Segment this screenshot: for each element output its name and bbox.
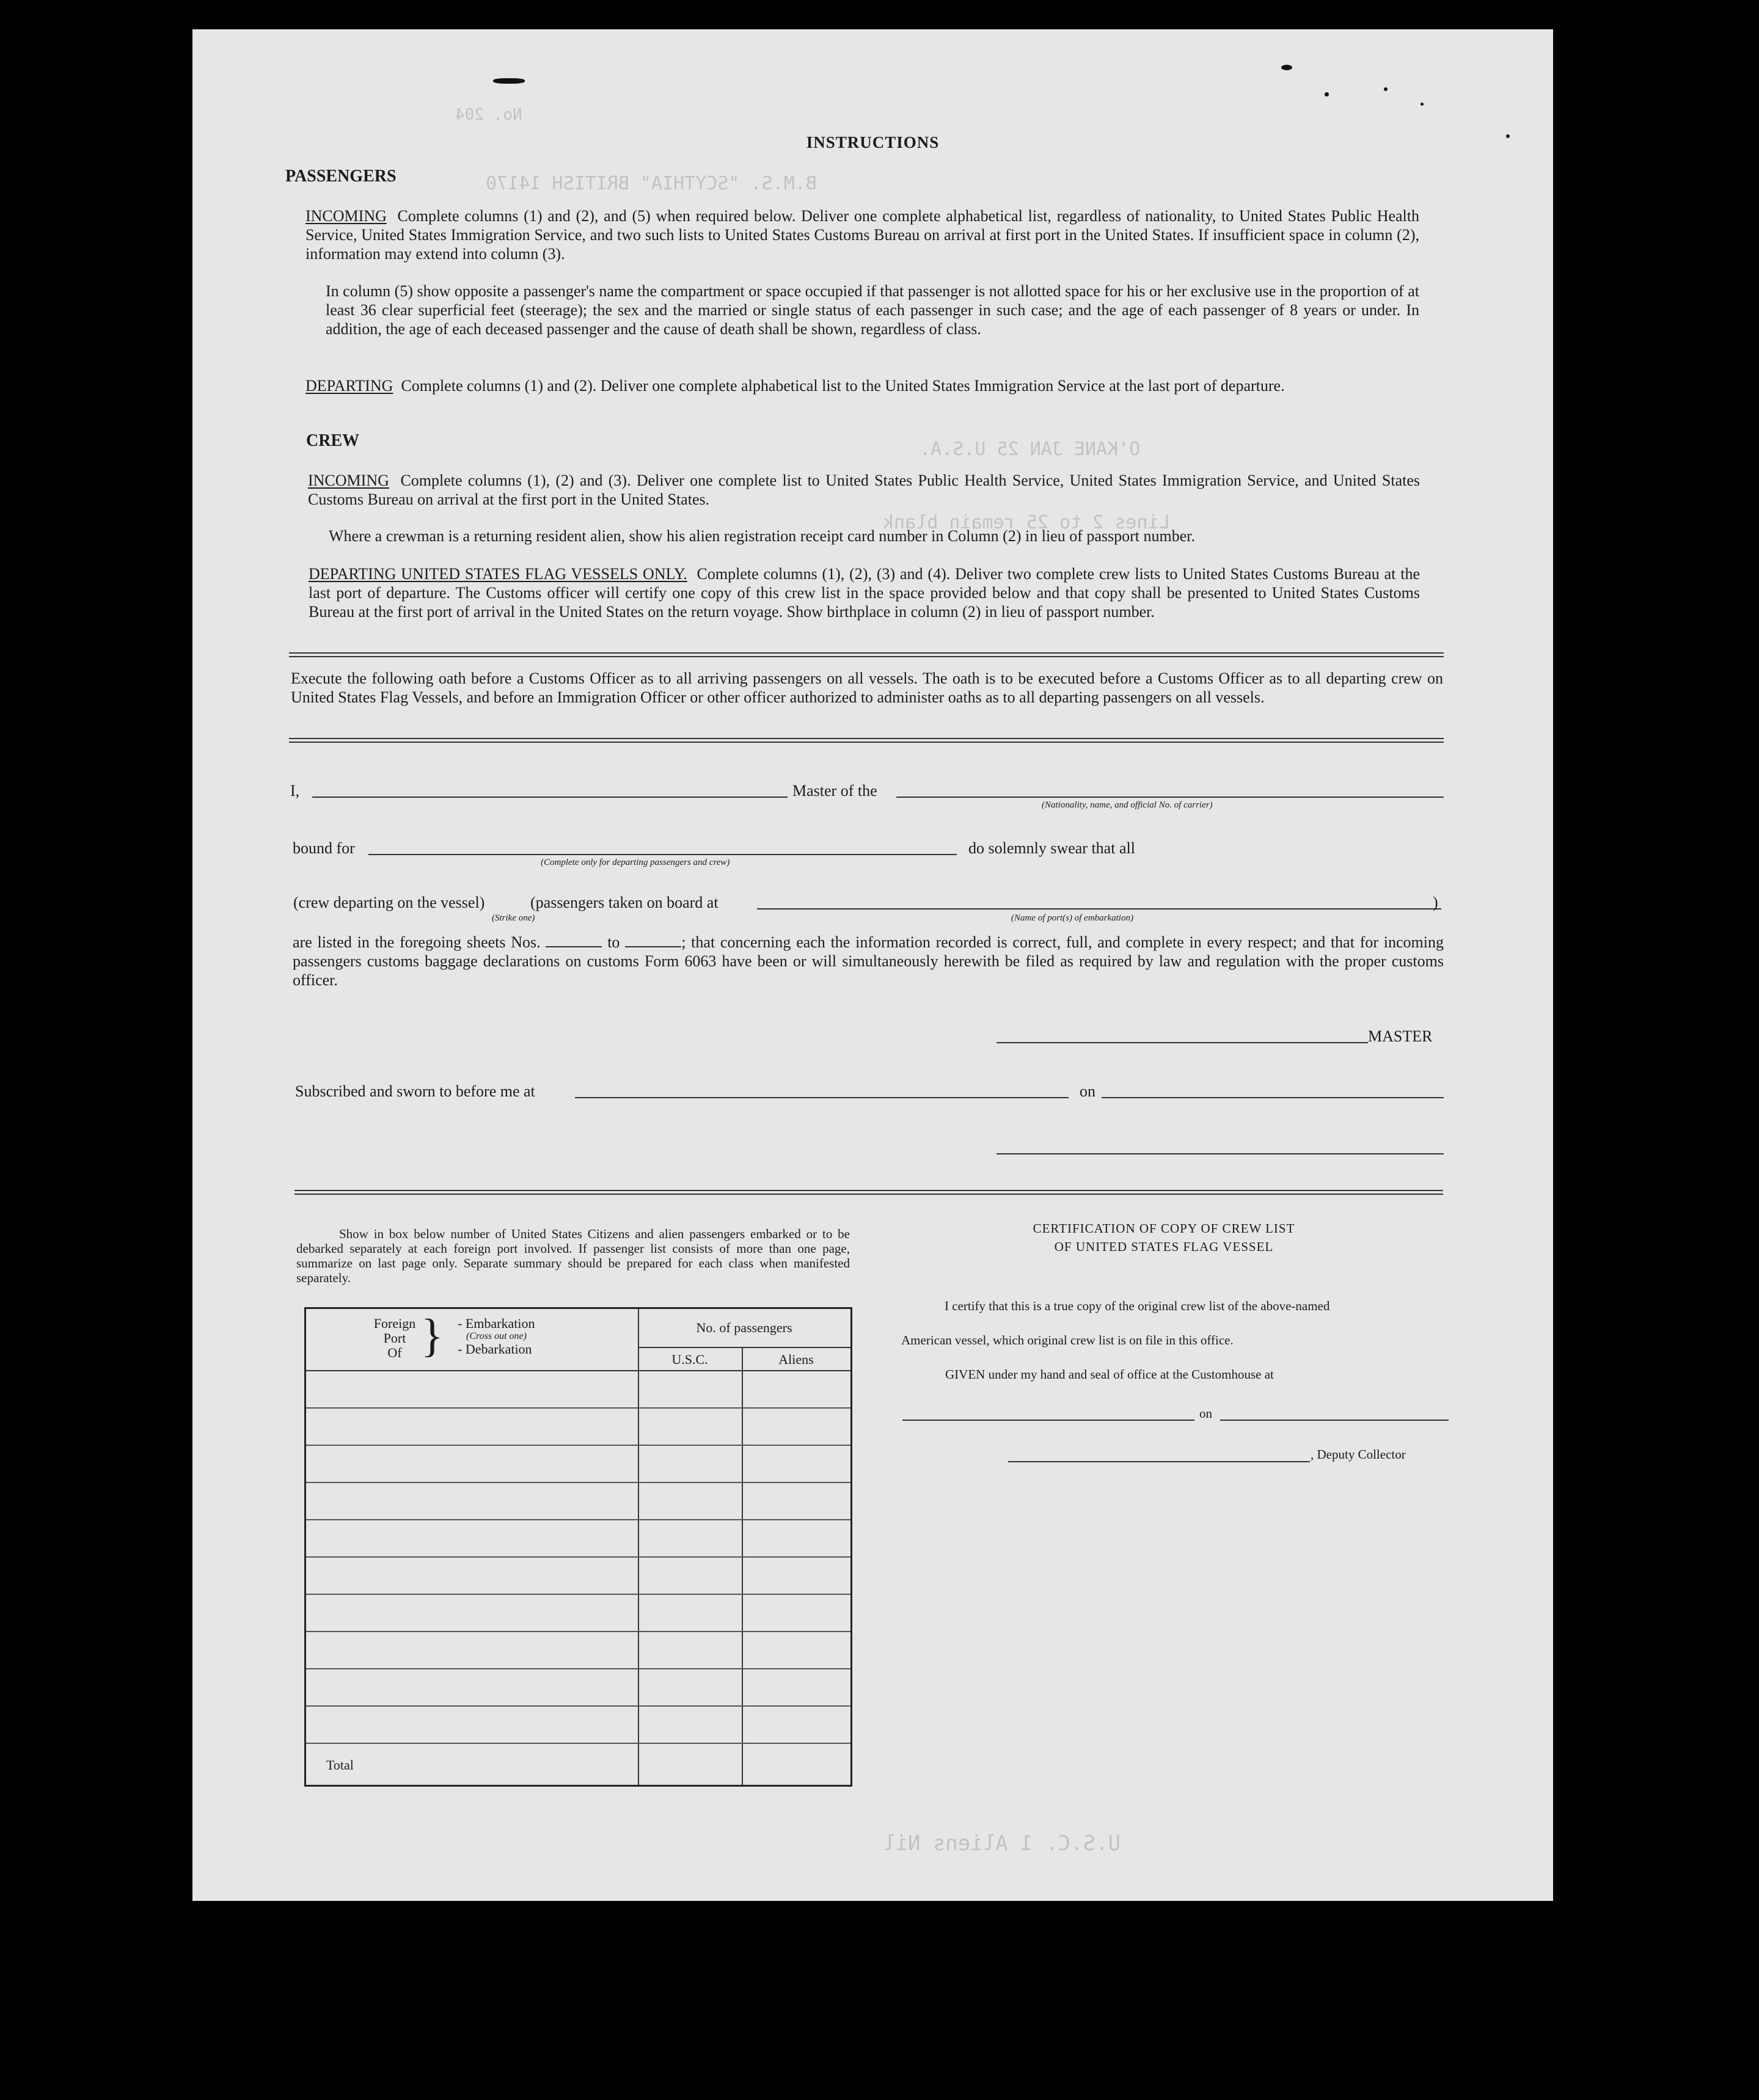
sheets-paragraph bbox=[293, 933, 1444, 990]
strike-caption: (Strike one) bbox=[492, 913, 535, 923]
column-divider bbox=[742, 1347, 743, 1785]
table-row bbox=[306, 1668, 850, 1669]
divider bbox=[289, 652, 1444, 657]
bleed-through-text: O'KANE JAN 25 U.S.A. bbox=[920, 439, 1141, 460]
divider bbox=[289, 738, 1444, 743]
listed-to: to bbox=[607, 933, 620, 951]
passengers-heading: PASSENGERS bbox=[285, 167, 397, 186]
passengers-incoming-text: Complete columns (1) and (2), and (5) when required below. Deliver one complete alphabetical list, regardless of nationality, to United States Public Health Service, United States Immigration Service, and two such lists to United States Customs Bureau on arrival at first port in the United States. If insufficient space in column (2), information may extend into column (3). bbox=[305, 207, 1419, 263]
table-row bbox=[306, 1445, 850, 1446]
passenger-summary-table bbox=[304, 1307, 852, 1787]
carrier-line[interactable] bbox=[896, 797, 1444, 798]
crew-departing-text: Complete columns (1), (2), (3) and (4). Deliver two complete crew lists to United States Customs Bureau at the last port of departure. The Customs officer will certify one copy of this crew list in the space provided below and that copy shall be presented to United States Customs Bureau at the first port of arrival in the United States on the return voyage. Show birthplace in column (2) in lieu of passport number. bbox=[309, 565, 1420, 621]
certification-date-line[interactable] bbox=[1220, 1420, 1449, 1421]
master-name-line[interactable] bbox=[312, 797, 788, 798]
subscribed-label: Subscribed and sworn to before me at bbox=[295, 1082, 535, 1100]
crew-incoming-text: Complete columns (1), (2) and (3). Deliver one complete list to United States Public Health Service, United States Immigration Service, and United States Customs Bureau on arrival at the first port in the United States. bbox=[308, 472, 1421, 508]
subscribed-on-label: on bbox=[1080, 1082, 1095, 1100]
master-of-label: Master of the bbox=[792, 782, 877, 800]
debarkation-option: - Debarkation bbox=[458, 1341, 532, 1357]
ink-mark bbox=[1325, 92, 1329, 97]
no-passengers-header: No. of passengers bbox=[696, 1320, 792, 1335]
port-header-line: Port bbox=[383, 1330, 406, 1346]
column-divider bbox=[638, 1309, 639, 1785]
crew-departing-paragraph bbox=[309, 564, 1420, 621]
passengers-incoming-label: INCOMING bbox=[305, 207, 387, 225]
bound-for-caption: (Complete only for departing passengers and crew) bbox=[541, 858, 730, 867]
bleed-through-text: B.M.S. "SCYTHIA" BRITISH 14170 bbox=[486, 173, 817, 194]
oath-instructions: Execute the following oath before a Customs Officer as to all arriving passengers on all vessels. The oath is to be executed before a Customs Officer as to all departing crew on United States Flag Vessels, and before an Immigration Officer or other officer authorized to administer oaths as to all departing passengers on all vessels. bbox=[291, 669, 1443, 706]
oath-i-label: I, bbox=[290, 782, 300, 800]
certify-line-2: American vessel, which original crew list is on file in this office. bbox=[901, 1333, 1234, 1347]
ink-mark bbox=[1421, 103, 1424, 106]
bleed-through-text: U.S.C. 1 Aliens Nil bbox=[883, 1831, 1121, 1856]
table-row bbox=[306, 1631, 850, 1632]
customhouse-line[interactable] bbox=[902, 1420, 1194, 1421]
given-text: GIVEN under my hand and seal of office at the Customhouse at bbox=[945, 1367, 1274, 1382]
bound-for-label: bound for bbox=[293, 839, 355, 857]
header-divider bbox=[638, 1347, 850, 1348]
embarkation-option: - Embarkation bbox=[458, 1316, 535, 1331]
ink-mark bbox=[1384, 87, 1388, 91]
passengers-incoming-paragraph bbox=[305, 206, 1419, 263]
crew-heading: CREW bbox=[306, 431, 360, 450]
cross-out-note: (Cross out one) bbox=[466, 1331, 527, 1341]
master-label: MASTER bbox=[1368, 1027, 1433, 1045]
port-column-header bbox=[373, 1316, 416, 1360]
passengers-departing-text: Complete columns (1) and (2). Deliver one complete alphabetical list to the United States Immigration Service at the last port of departure. bbox=[401, 377, 1285, 395]
passengers-departing-label: DEPARTING bbox=[305, 377, 393, 395]
sheet-to-line[interactable] bbox=[625, 938, 681, 947]
table-row bbox=[306, 1594, 850, 1595]
crew-incoming-label: INCOMING bbox=[308, 472, 389, 489]
table-row bbox=[306, 1743, 850, 1744]
carrier-caption: (Nationality, name, and official No. of carrier) bbox=[1042, 800, 1213, 810]
listed-pre: are listed in the foregoing sheets Nos. bbox=[293, 933, 541, 951]
close-paren: ) bbox=[1433, 894, 1438, 911]
crew-incoming-paragraph bbox=[308, 471, 1420, 509]
summary-instructions: Show in box below number of United States Citizens and alien passengers embarked or to be debarked separately at each foreign port involved. If passenger list consists of more than one page, summarize on last page only. Separate summary should be prepared for each class when manifested separately. bbox=[296, 1227, 850, 1285]
bound-for-line[interactable] bbox=[368, 854, 957, 855]
swear-label: do solemnly swear that all bbox=[968, 839, 1135, 857]
crew-resident-paragraph: Where a crewman is a returning resident alien, show his alien registration receipt card number in Column (2) in lieu of passport number. bbox=[329, 527, 1196, 545]
brace-icon: } bbox=[421, 1310, 444, 1362]
bleed-through-text: No. 204 bbox=[455, 106, 522, 124]
ink-mark bbox=[1506, 134, 1510, 138]
table-row bbox=[306, 1556, 850, 1558]
usc-header: U.S.C. bbox=[671, 1352, 708, 1367]
table-row bbox=[306, 1519, 850, 1520]
passengers-strike-option: (passengers taken on board at bbox=[530, 894, 719, 911]
deputy-collector-label: , Deputy Collector bbox=[1311, 1447, 1406, 1462]
port-header-line: Foreign bbox=[373, 1316, 416, 1331]
form-page bbox=[192, 29, 1553, 1901]
ink-mark bbox=[493, 78, 525, 84]
page-title: INSTRUCTIONS bbox=[806, 133, 940, 151]
bleed-through-text: Lines 2 to 25 remain blank bbox=[883, 512, 1170, 533]
ink-mark bbox=[1281, 65, 1292, 70]
table-row bbox=[306, 1370, 850, 1371]
listed-post: ; that concerning each the information recorded is correct, full, and complete in every respect; and that for incoming passengers customs baggage declarations on customs Form 6063 have been or will simultaneously herewith be filed as required by law and regulation with the proper customs officer. bbox=[293, 933, 1444, 989]
certification-title-line: CERTIFICATION OF COPY OF CREW LIST bbox=[1033, 1221, 1295, 1236]
embark-debark-options bbox=[458, 1316, 535, 1357]
deputy-collector-line[interactable] bbox=[1008, 1461, 1310, 1462]
port-header-line: Of bbox=[387, 1345, 402, 1360]
officer-signature-line[interactable] bbox=[997, 1153, 1444, 1154]
embarkation-port-line[interactable] bbox=[757, 908, 1441, 910]
table-row bbox=[306, 1407, 850, 1409]
passengers-column5-paragraph: In column (5) show opposite a passenger's name the compartment or space occupied if that passenger is not allotted space for his or her exclusive use in the proportion of at least 36 clear superficial feet (steerage); the sex and the married or single status of each passenger in such case; and the age of each passenger of 8 years or under. In addition, the age of each deceased passenger and the cause of death shall be shown, regardless of class. bbox=[326, 282, 1419, 338]
divider bbox=[294, 1190, 1443, 1195]
certification-on-label: on bbox=[1199, 1406, 1212, 1421]
total-label: Total bbox=[326, 1757, 354, 1773]
crew-strike-option: (crew departing on the vessel) bbox=[293, 894, 485, 911]
master-signature-line[interactable] bbox=[997, 1042, 1368, 1043]
table-row bbox=[306, 1482, 850, 1483]
subscribed-date-line[interactable] bbox=[1102, 1097, 1444, 1098]
aliens-header: Aliens bbox=[778, 1352, 814, 1367]
sheet-from-line[interactable] bbox=[546, 938, 602, 947]
certification-title bbox=[895, 1219, 1433, 1256]
certification-title-line: OF UNITED STATES FLAG VESSEL bbox=[1054, 1239, 1274, 1254]
passengers-departing-paragraph bbox=[305, 376, 1419, 395]
port-caption: (Name of port(s) of embarkation) bbox=[1011, 913, 1133, 923]
table-row bbox=[306, 1705, 850, 1707]
crew-departing-label: DEPARTING UNITED STATES FLAG VESSELS ONLY. bbox=[309, 565, 687, 583]
certify-line-1: I certify that this is a true copy of the original crew list of the above-named bbox=[945, 1299, 1330, 1313]
subscribed-place-line[interactable] bbox=[575, 1097, 1069, 1098]
